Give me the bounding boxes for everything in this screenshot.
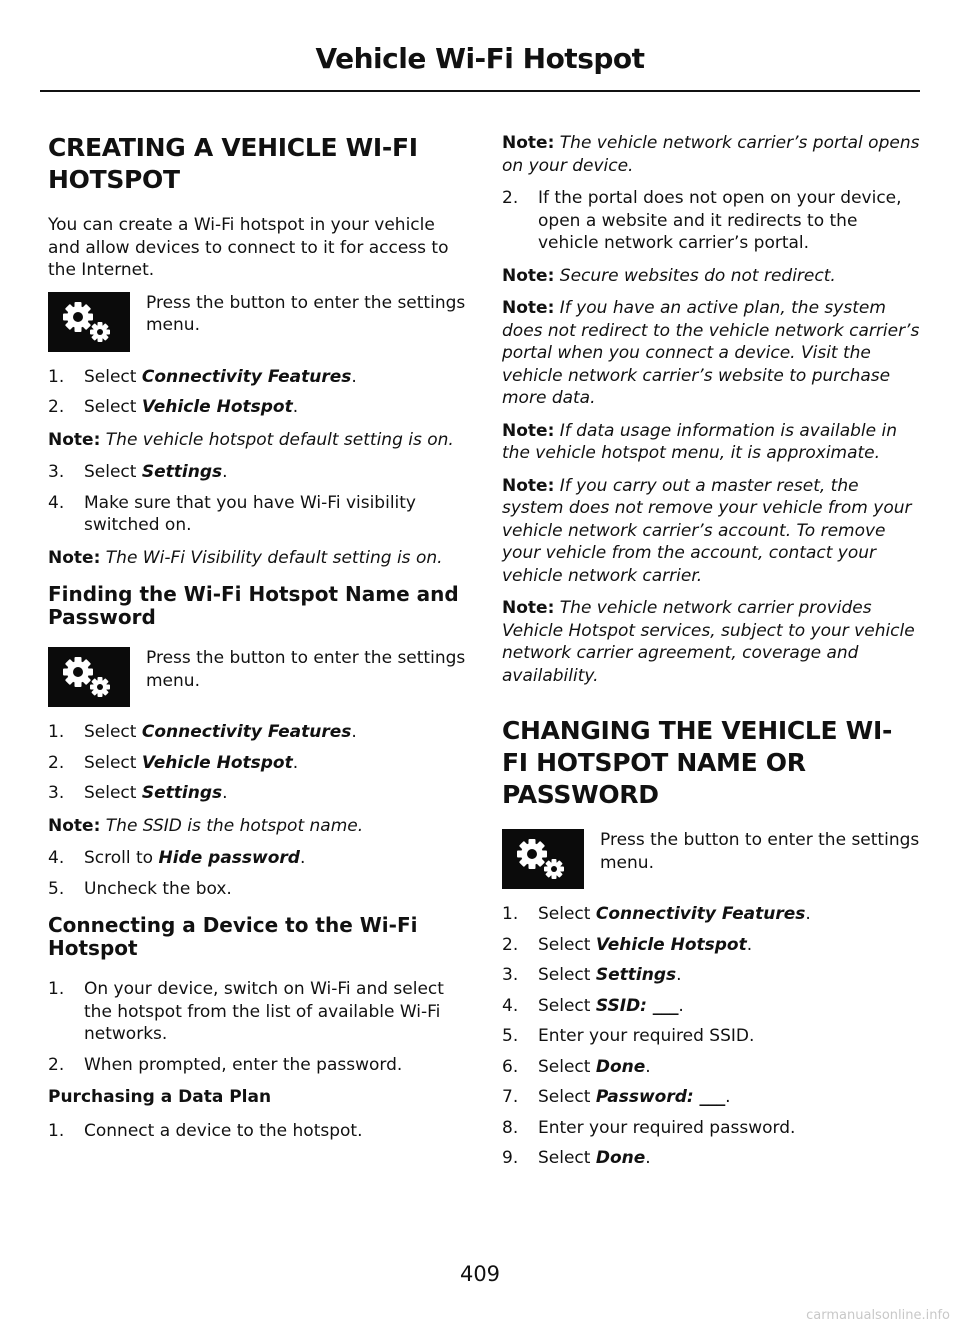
title-line: FI HOTSPOT NAME OR [502,748,806,777]
section-title-creating-hotspot [48,132,466,196]
note: Note: If data usage information is available in the vehicle hotspot menu, it is approximate. [502,420,898,463]
steps-list [48,721,466,805]
note: Note: The SSID is the hotspot name. [48,815,364,836]
steps-list [502,187,920,255]
list-item: 1. On your device, switch on Wi-Fi and select the hotspot from the list of available Wi-Fi networks. [48,979,444,1044]
title-line: CREATING A VEHICLE WI-FI [48,133,418,162]
section-title-finding-name-password: Finding the Wi-Fi Hotspot Name and Password [48,582,459,629]
settings-icon-row [48,292,466,352]
intro-paragraph: You can create a Wi-Fi hotspot in your vehicle and allow devices to connect to it for access to the Internet. [48,215,449,280]
settings-gear-icon [48,292,130,352]
page-header-title: Vehicle Wi-Fi Hotspot [315,42,645,75]
list-item: 2. Select Vehicle Hotspot. [502,934,753,955]
note: Note: The vehicle network carrier’s portal opens on your device. [502,133,920,176]
list-item: 5. Uncheck the box. [48,878,232,899]
list-item: 4. Make sure that you have Wi-Fi visibility switched on. [48,492,416,535]
note: Note: If you have an active plan, the system does not redirect to the vehicle network carrier’s portal when you connect a device. Visit the vehicle network carrier’s website to purchase more data. [502,298,920,408]
list-item: 7. Select Password: ___. [502,1087,731,1107]
steps-list [48,366,466,419]
steps-list [48,1120,466,1143]
note: Note: The vehicle hotspot default setting is on. [48,429,454,450]
section-title-purchasing-data-plan: Purchasing a Data Plan [48,1087,272,1107]
list-item: 1. Select Connectivity Features. [48,722,357,742]
section-title-connecting-device: Connecting a Device to the Wi-Fi Hotspot [48,913,418,960]
steps-list [48,461,466,537]
title-line: PASSWORD [502,780,659,809]
icon-caption: Press the button to enter the settings menu. [146,292,466,335]
list-item: 4. Select SSID: ___. [502,995,684,1016]
list-item: 3. Select Settings. [502,965,682,985]
settings-gear-icon [48,647,130,707]
list-item: 3. Select Settings. [48,783,228,803]
note: Note: The Wi-Fi Visibility default setting is on. [48,547,443,568]
note: Note: If you carry out a master reset, the system does not remove your vehicle from your vehicle network carrier’s account. To remove your vehicle from the account, contact your vehicle network carrier. [502,475,912,586]
left-column [48,132,466,1153]
list-item: 1. Select Connectivity Features. [48,366,357,387]
list-item: 2. If the portal does not open on your device, open a website and it redirects to the vehicle network carrier’s portal. [502,188,902,253]
settings-icon-row [502,829,920,889]
list-item: 8. Enter your required password. [502,1117,796,1138]
icon-caption: Press the button to enter the settings menu. [146,648,466,691]
icon-caption: Press the button to enter the settings menu. [600,830,920,873]
watermark-text: carmanualsonline.info [806,1308,950,1323]
settings-gear-icon [502,829,584,889]
list-item: 2. When prompted, enter the password. [48,1054,403,1075]
title-line: HOTSPOT [48,165,180,194]
list-item: 2. Select Vehicle Hotspot. [48,397,299,417]
list-item: 1. Connect a device to the hotspot. [48,1121,363,1141]
page-number: 409 [459,1262,501,1286]
list-item: 9. Select Done. [502,1148,651,1168]
title-line: CHANGING THE VEHICLE WI- [502,716,893,745]
list-item: 6. Select Done. [502,1056,651,1077]
steps-list [48,978,466,1076]
settings-icon-row [48,647,466,707]
right-column [502,132,920,1180]
list-item: 1. Select Connectivity Features. [502,904,811,924]
list-item: 5. Enter your required SSID. [502,1026,755,1046]
steps-list [48,847,466,900]
note: Note: The vehicle network carrier provides Vehicle Hotspot services, subject to your vehicle network carrier agreement, coverage and availability. [502,598,915,686]
note: Note: Secure websites do not redirect. [502,265,836,286]
section-title-changing-name-password [502,715,920,811]
list-item: 2. Select Vehicle Hotspot. [48,752,299,773]
list-item: 3. Select Settings. [48,462,228,482]
steps-list [502,903,920,1170]
list-item: 4. Scroll to Hide password. [48,848,306,868]
header-divider [40,90,920,92]
